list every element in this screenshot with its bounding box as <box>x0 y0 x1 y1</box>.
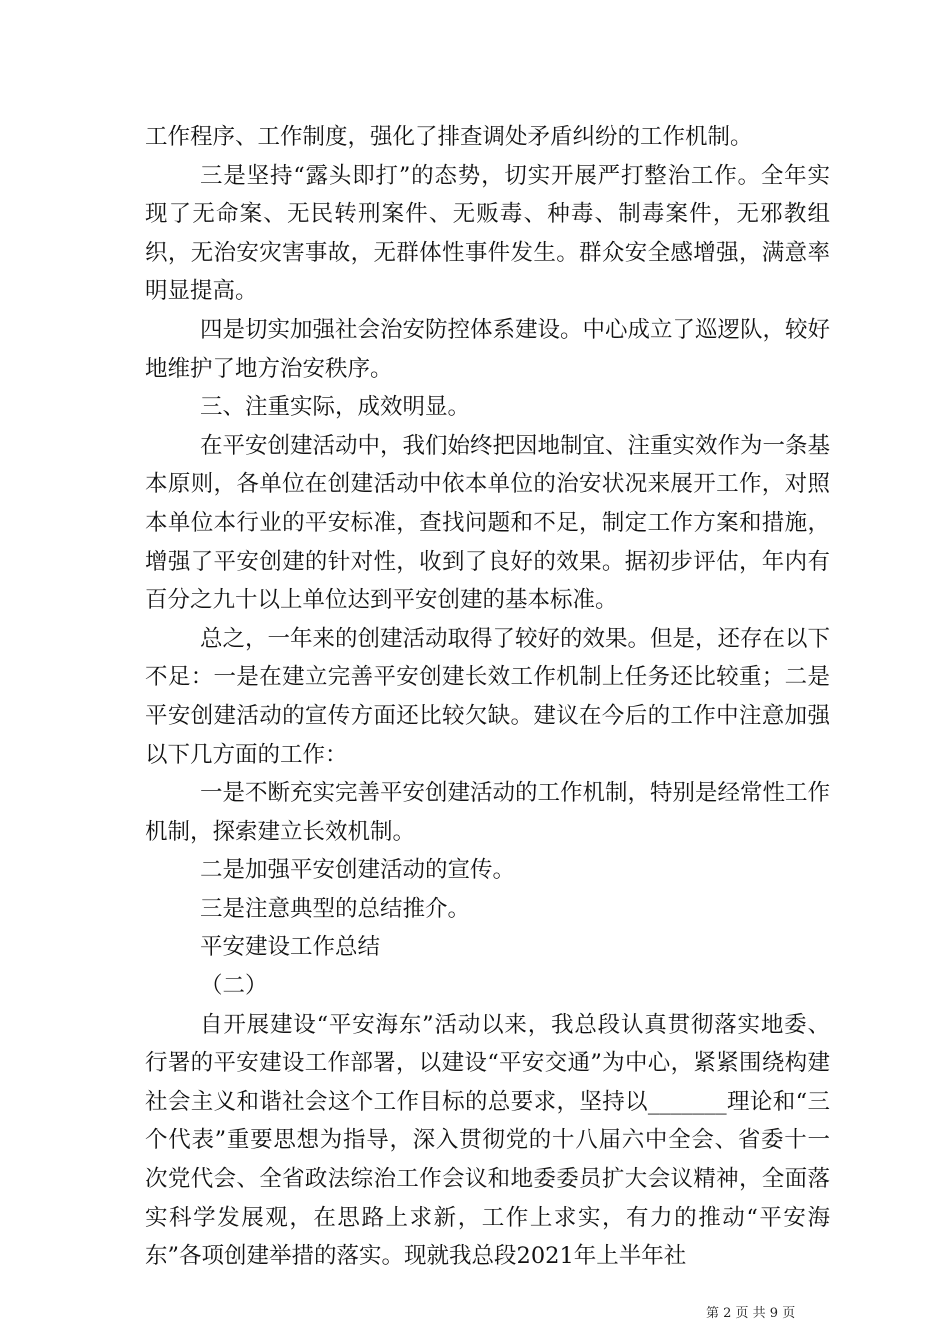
section-heading-three: 三、注重实际，成效明显。 <box>200 394 471 421</box>
paragraph-summary: 总之，一年来的创建活动取得了较好的效果。但是，还存在以下不足：一是在建立完善平安创建长效工作机制上任务还比较重；二是平安创建活动的宣传方面还比较欠缺。建议在今后的工作中注意加强以下几方面的工作： <box>145 625 831 768</box>
document-body <box>145 118 830 1276</box>
paragraph-suggestion-one: 一是不断充实完善平安创建活动的工作机制，特别是经常性工作机制，探索建立长效机制。 <box>145 780 831 845</box>
paragraph-point-four: 四是切实加强社会治安防控体系建设。中心成立了巡逻队，较好地维护了地方治安秩序。 <box>145 316 831 382</box>
paragraph-practical-results: 在平安创建活动中，我们始终把因地制宜、注重实效作为一条基本原则，各单位在创建活动中依本单位的治安状况来展开工作，对照本单位本行业的平安标准，查找问题和不足，制定工作方案和措施，增强了平安创建的针对性，收到了良好的效果。据初步评估，年内有百分之九十以上单位达到平安创建的基本标准。 <box>145 432 831 614</box>
page-number: 第 2 页 共 9 页 <box>706 1306 796 1321</box>
paragraph-continued: 工作程序、工作制度，强化了排查调处矛盾纠纷的工作机制。 <box>145 124 753 150</box>
paragraph-intro: 自开展建设“平安海东”活动以来，我总段认真贯彻落实地委、行署的平安建设工作部署，以建设“平安交通”为中心，紧紧围绕构建社会主义和谐社会这个工作目标的总要求，坚持以_______理论和“三个代表”重要思想为指导，深入贯彻党的十八届六中全会、省委十一次党代会、全省政法综治工作会议和地委委员扩大会议精神，全面落实科学发展观，在思路上求新，工作上求实，有力的推动“平安海东”各项创建举措的落实。现就我总段2021年上半年社 <box>145 1011 830 1270</box>
document-title: 平安建设工作总结 <box>200 934 381 961</box>
document-subtitle: （二） <box>200 973 268 1000</box>
paragraph-suggestion-two: 二是加强平安创建活动的宣传。 <box>200 857 516 884</box>
paragraph-point-three: 三是坚持“露头即打”的态势，切实开展严打整治工作。全年实现了无命案、无民转刑案件、无贩毒、种毒、制毒案件，无邪教组织，无治安灾害事故，无群体性事件发生。群众安全感增强，满意率明显提高。 <box>145 162 830 305</box>
paragraph-suggestion-three: 三是注意典型的总结推介。 <box>200 895 471 922</box>
